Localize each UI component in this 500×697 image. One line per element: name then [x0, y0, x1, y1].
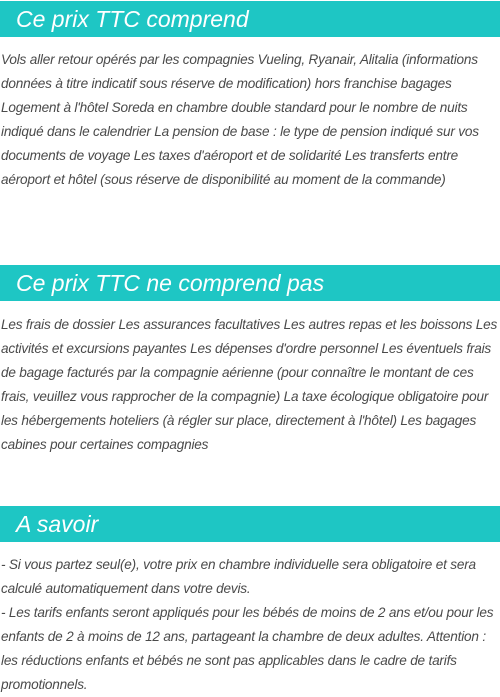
section-body-good-to-know — [0, 553, 500, 697]
good-to-know-paragraph-solo: - Si vous partez seul(e), votre prix en chambre individuelle sera obligatoire et sera calculé automatiquement dans votre devis. — [1, 557, 476, 596]
section-header-included: Ce prix TTC comprend — [0, 1, 500, 37]
included-paragraph: Vols aller retour opérés par les compagnies Vueling, Ryanair, Alitalia (informations données à titre indicatif sous réserve de modification) hors franchise bagages Logement à l'hôtel Soreda en chambre double standard pour le nombre de nuits indiqué dans le calendrier La pension de base : le type de pension indiqué sur vos documents de voyage Les taxes d'aéroport et de solidarité Les transferts entre aéroport et hôtel (sous réserve de disponibilité au moment de la commande) — [1, 52, 479, 187]
section-body-included — [0, 48, 500, 192]
good-to-know-paragraph-children: - Les tarifs enfants seront appliqués pour les bébés de moins de 2 ans et/ou pour les enfants de 2 à moins de 12 ans, partageant la chambre de deux adultes. Attention : les réductions enfants et bébés ne sont pas applicables dans le cadre de tarifs promotionnels. — [1, 605, 494, 692]
section-body-not-included — [0, 313, 500, 457]
not-included-paragraph: Les frais de dossier Les assurances facultatives Les autres repas et les boissons Les activités et excursions payantes Les dépenses d'ordre personnel Les éventuels frais de bagage facturés par la compagnie aérienne (pour connaître le montant de ces frais, veuillez vous rapprocher de la compagnie) La taxe écologique obligatoire pour les hébergements hoteliers (à régler sur place, directement à l'hôtel) Les bagages cabines pour certaines compagnies — [1, 317, 498, 452]
section-header-good-to-know: A savoir — [0, 506, 500, 542]
section-header-not-included: Ce prix TTC ne comprend pas — [0, 265, 500, 301]
